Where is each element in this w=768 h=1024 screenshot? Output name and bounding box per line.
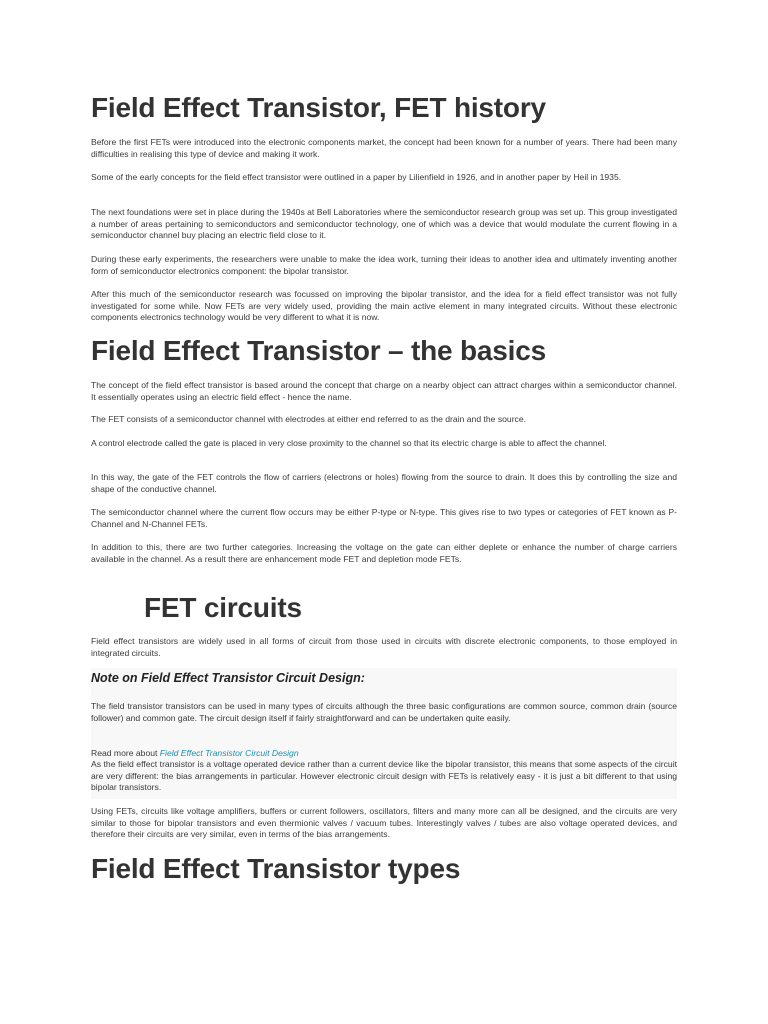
basics-paragraph-6: In addition to this, there are two further categories. Increasing the voltage on the gate can either deplete or enhance the number of charge carriers available in the channel. As a result there are enhancement mode FET and depletion mode FETs. [91, 542, 677, 564]
history-paragraph-4: During these early experiments, the researchers were unable to make the idea work, turning their ideas to another idea and ultimately inventing another form of semiconductor electronics component: the bipolar transistor. [91, 254, 677, 276]
circuits-intro: Field effect transistors are widely used in all forms of circuit from those used in circuits with discrete electronic components, to those employed in integrated circuits. [91, 636, 677, 658]
history-paragraph-5: After this much of the semiconductor research was focussed on improving the bipolar transistor, and the idea for a field effect transistor was not fully investigated for some while. Now FETs are very widely used, providing the main active element in many integrated circuits. Without these electronic components electronics technology would be very different to what it is now. [91, 289, 677, 322]
basics-paragraph-3: A control electrode called the gate is placed in very close proximity to the channel so that its electric charge is able to affect the channel. [91, 438, 607, 448]
heading-fet-history: Field Effect Transistor, FET history [91, 92, 546, 123]
circuits-paragraph-2: Using FETs, circuits like voltage amplifiers, buffers or current followers, oscillators, filters and many more can all be designed, and the circuits are very similar to those for bipolar transistors and even thermionic valves / vacuum tubes. Interestingly valves / tubes are also voltage operated devices, and therefore their circuits are very similar, even in terms of the bias arrangements. [91, 806, 677, 839]
read-more-prefix: Read more about [91, 748, 160, 758]
read-more-link[interactable]: Field Effect Transistor Circuit Design [159, 748, 299, 758]
history-paragraph-2: Some of the early concepts for the field effect transistor were outlined in a paper by Lilienfield in 1926, and in another paper by Heil in 1935. [91, 172, 622, 182]
basics-paragraph-1: The concept of the field effect transistor is based around the concept that charge on a nearby object can attract charges within a semiconductor channel. It essentially operates using an electric field effect - hence the name. [91, 380, 677, 402]
heading-fet-types: Field Effect Transistor types [91, 853, 461, 884]
note-title: Note on Field Effect Transistor Circuit Design: [91, 671, 365, 685]
history-paragraph-3: The next foundations were set in place during the 1940s at Bell Laboratories where the semiconductor research group was set up. This group investigated a number of areas pertaining to semiconductors and semiconductor technology, one of which was a device that would modulate the current flowing in a semiconductor channel buy placing an electric field close to it. [91, 207, 677, 240]
basics-paragraph-5: The semiconductor channel where the current flow occurs may be either P-type or N-type. This gives rise to two types or categories of FET known as P-Channel and N-Channel FETs. [91, 507, 677, 529]
history-paragraph-1: Before the first FETs were introduced into the electronic components market, the concept had been known for a number of years. There had been many difficulties in realising this type of device and making it work. [91, 137, 677, 159]
basics-paragraph-2: The FET consists of a semiconductor channel with electrodes at either end referred to as the drain and the source. [91, 414, 527, 424]
basics-paragraph-4: In this way, the gate of the FET controls the flow of carriers (electrons or holes) flowing from the source to drain. It does this by controlling the size and shape of the conductive channel. [91, 472, 677, 494]
heading-fet-basics: Field Effect Transistor – the basics [91, 335, 546, 366]
heading-fet-circuits: FET circuits [144, 592, 302, 623]
read-more [91, 748, 677, 760]
circuits-paragraph-1: As the field effect transistor is a voltage operated device rather than a current device like the bipolar transistor, this means that some aspects of the circuit are very different: the bias arrangements in particular. However electronic circuit design with FETs is relatively easy - it is just a bit different to that using bipolar transistors. [91, 759, 677, 792]
note-text: The field transistor transistors can be used in many types of circuits although the three basic configurations are common source, common drain (source follower) and common gate. The circuit design itself if fairly straightforward and can be undertaken quite easily. [91, 701, 677, 723]
